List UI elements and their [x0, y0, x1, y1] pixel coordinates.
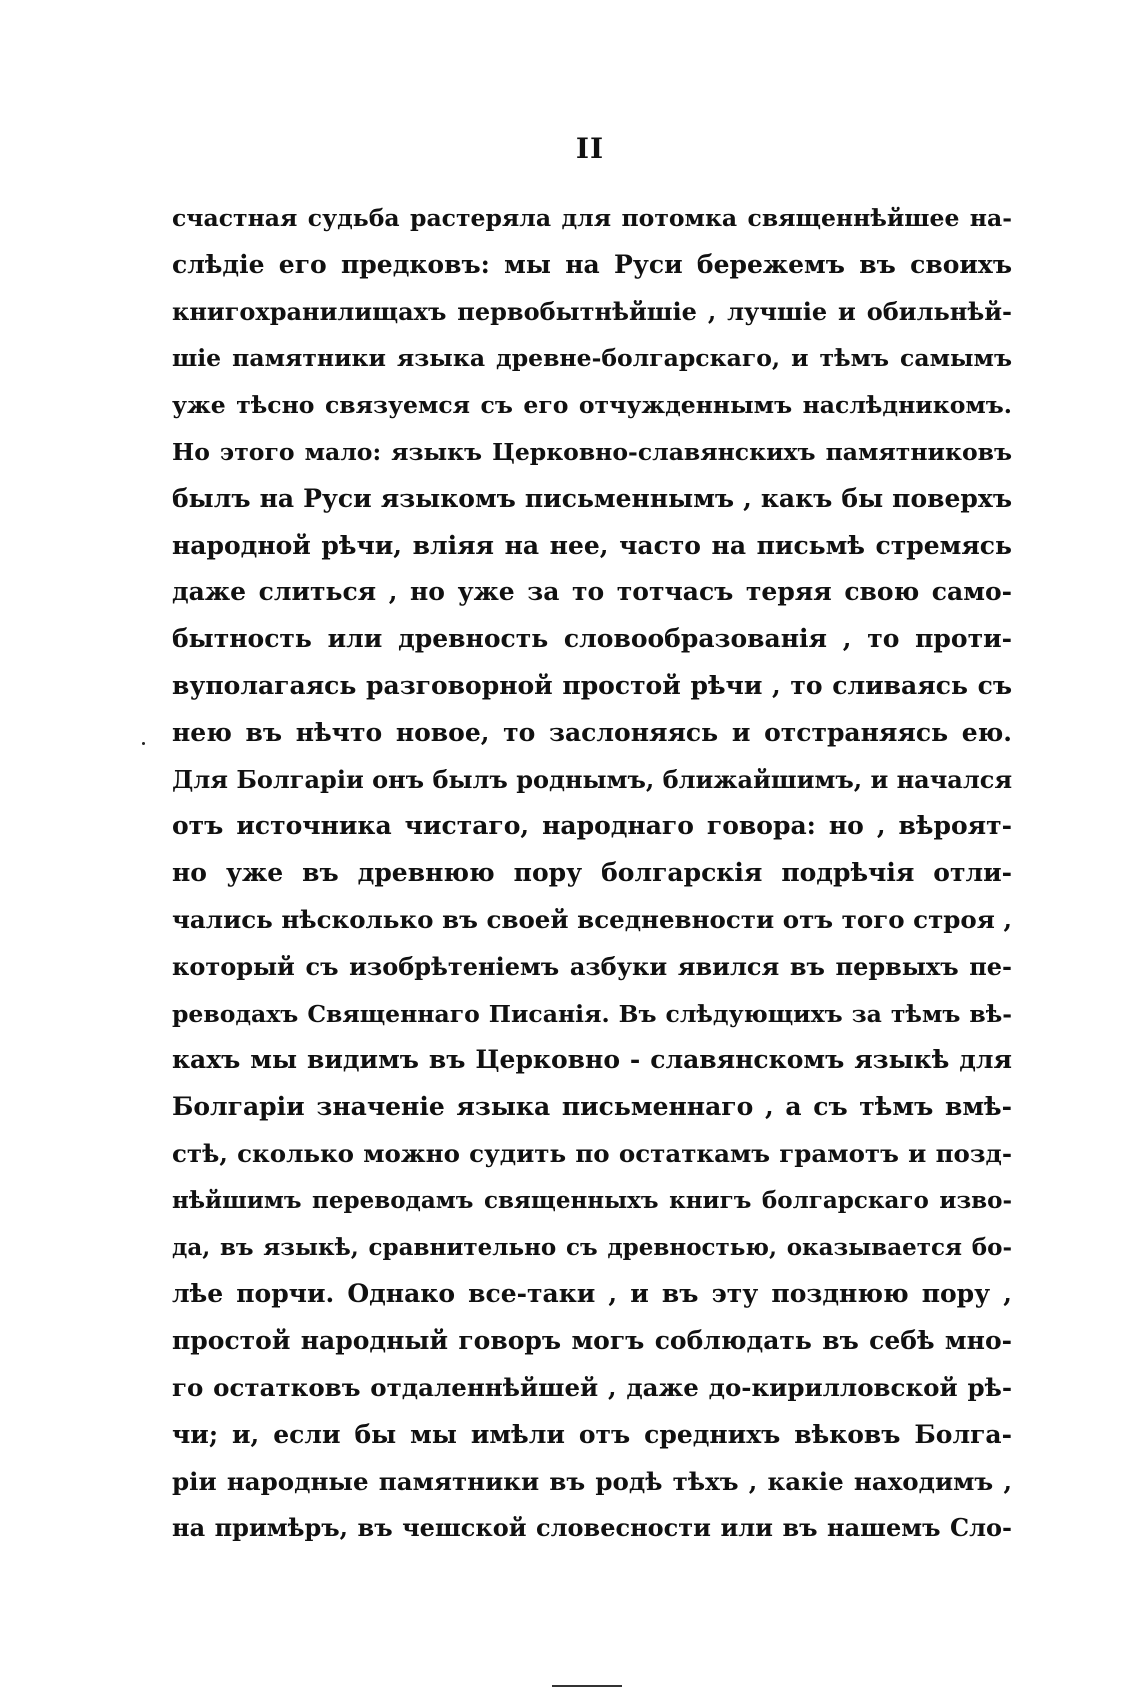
text-line: бытность или древность словообразованія , то проти- [172, 624, 1012, 654]
footer-rule [552, 1685, 622, 1687]
text-line: лѣе порчи. Однако все-таки , и въ эту позднюю пору , [172, 1279, 1012, 1309]
text-line: уже тѣсно связуемся съ его отчужденнымъ наслѣдникомъ. [172, 391, 1012, 420]
text-line: народной рѣчи, вліяя на нее, часто на письмѣ стремясь [172, 530, 1012, 560]
print-speck [142, 742, 145, 745]
text-line: го остатковъ отдаленнѣйшей , даже до-кирилловской рѣ- [172, 1372, 1012, 1402]
text-line: счастная судьба растеряла для потомка священнѣйшее на- [172, 204, 1012, 232]
text-line: чи; и, если бы мы имѣли отъ среднихъ вѣковъ Болга- [172, 1419, 1012, 1449]
text-line: книгохранилищахъ первобытнѣйшіе , лучшіе и обильнѣй- [172, 296, 1012, 326]
text-line: стѣ, сколько можно судить по остаткамъ грамотъ и позд- [172, 1138, 1012, 1168]
text-line: нѣйшимъ переводамъ священныхъ книгъ болгарскаго изво- [172, 1186, 1012, 1214]
text-line: шіе памятники языка древне-болгарскаго, и тѣмъ самымъ [172, 344, 1012, 373]
text-line: да, въ языкѣ, сравнительно съ древностью, оказывается бо- [172, 1233, 1012, 1261]
text-line: нею въ нѣчто новое, то заслоняясь и отстраняясь ею. [172, 717, 1012, 747]
text-line: простой народный говоръ могъ соблюдать въ себѣ мно- [172, 1326, 1012, 1356]
text-line: Для Болгаріи онъ былъ роднымъ, ближайшимъ, и начался [172, 764, 1013, 794]
page-number: II [575, 132, 605, 165]
text-line: отъ источника чистаго, народнаго говора: но , вѣроят- [172, 811, 1012, 841]
text-line: Но этого мало: языкъ Церковно-славянскихъ памятниковъ [172, 437, 1012, 466]
text-line: который съ изобрѣтеніемъ азбуки явился въ первыхъ пе- [172, 951, 1012, 981]
text-line: даже слиться , но уже за то тотчасъ теряя свою само- [172, 577, 1012, 607]
text-line: Болгаріи значеніе языка письменнаго , а съ тѣмъ вмѣ- [172, 1092, 1012, 1122]
text-line: слѣдіе его предковъ: мы на Руси бережемъ въ своихъ [172, 249, 1012, 279]
text-line: на примѣръ, въ чешской словесности или въ нашемъ Сло- [172, 1513, 1012, 1543]
text-line: чались нѣсколько въ своей вседневности отъ того строя , [172, 904, 1012, 934]
text-line: ріи народные памятники въ родѣ тѣхъ , какіе находимъ , [172, 1466, 1012, 1496]
text-line: но уже въ древнюю пору болгарскія подрѣчія отли- [172, 858, 1012, 888]
body-text [172, 195, 1012, 1552]
text-line: былъ на Руси языкомъ письменнымъ , какъ бы поверхъ [172, 483, 1012, 513]
text-line: вуполагаясь разговорной простой рѣчи , то сливаясь съ [172, 670, 1012, 700]
text-line: реводахъ Священнаго Писанія. Въ слѣдующихъ за тѣмъ вѣ- [172, 999, 1012, 1028]
text-line: кахъ мы видимъ въ Церковно - славянскомъ языкѣ для [172, 1045, 1012, 1075]
